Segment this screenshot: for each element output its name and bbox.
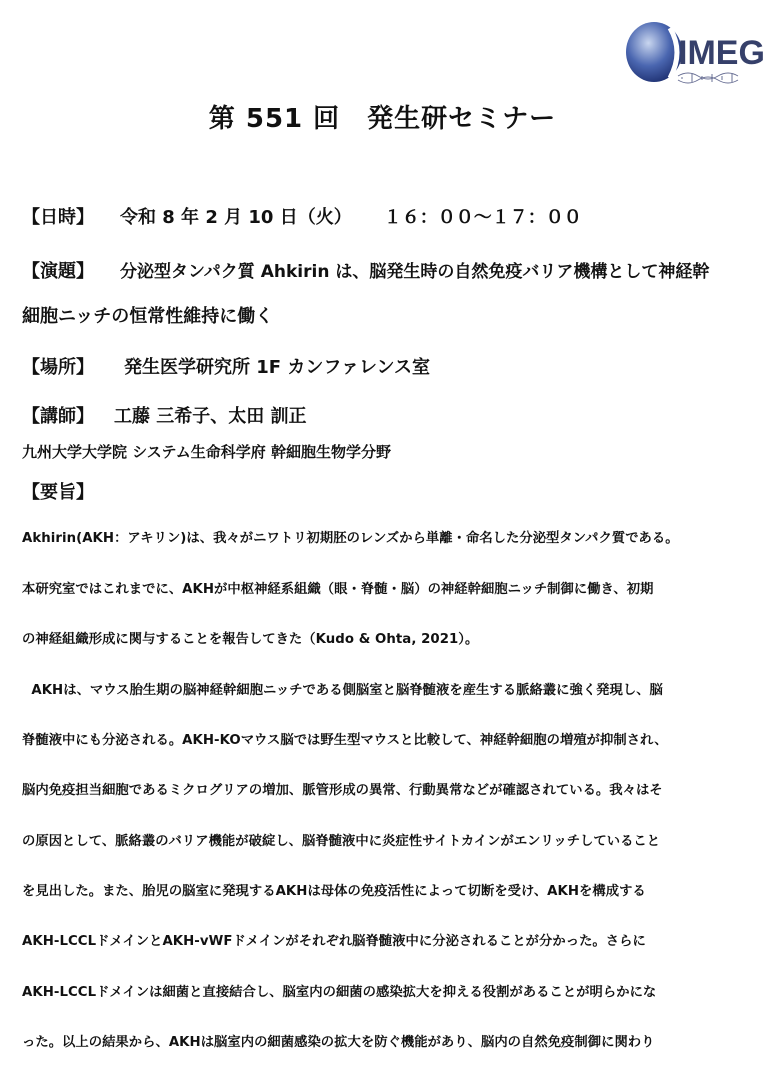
speaker-label: 【講師】 <box>22 406 94 427</box>
imeg-logo-icon <box>622 18 765 90</box>
abstract-line: の神経組織形成に関与することを報告してきた（Kudo & Ohta, 2021）。 <box>22 632 479 647</box>
abstract-line: を見出した。また、胎児の脳室に発現するAKHは母体の免疫活性によって切断を受け、AKHを構成する <box>22 884 646 899</box>
speaker-row <box>22 402 307 428</box>
topic-row <box>22 257 709 283</box>
date-label: 【日時】 <box>22 207 94 228</box>
abstract-line: 本研究室ではこれまでに、AKHが中枢神経系組織（眼・脊髄・脳）の神経幹細胞ニッチ制御に働き、初期 <box>22 582 654 597</box>
speaker-names: 工藤 三希子、太田 訓正 <box>114 406 307 427</box>
time-value: １６：００～１７：００ <box>383 207 582 228</box>
topic-line-1: 分泌型タンパク質 Ahkirin は、脳発生時の自然免疫バリア機構として神経幹 <box>120 262 710 282</box>
abstract-line: AKH-LCCLドメインとAKH-vWFドメインがそれぞれ脳脊髄液中に分泌されることが分かった。さらに <box>22 934 646 949</box>
abstract-label: 【要旨】 <box>22 482 94 503</box>
abstract-line: った。以上の結果から、AKHは脳室内の細菌感染の拡大を防ぐ機能があり、脳内の自然免疫制御に関わり <box>22 1035 655 1050</box>
logo-text: IMEG <box>678 34 765 72</box>
abstract-line: の原因として、脈絡叢のバリア機能が破綻し、脳脊髄液中に炎症性サイトカインがエンリッチしていること <box>22 834 661 849</box>
abstract-line: 脊髄液中にも分泌される。AKH-KOマウス脳では野生型マウスと比較して、神経幹細胞の増殖が抑制され、 <box>22 733 668 748</box>
venue-value: 発生医学研究所 1F カンファレンス室 <box>124 357 431 378</box>
topic-line-2: 細胞ニッチの恒常性維持に働く <box>22 306 274 327</box>
venue-row <box>22 353 430 379</box>
abstract-line: AKHは、マウス胎生期の脳神経幹細胞ニッチである側脳室と脳脊髄液を産生する脈絡叢に強く発現し、脳 <box>22 683 663 698</box>
date-row <box>22 203 582 229</box>
abstract-line: 脳内免疫担当細胞であるミクログリアの増加、脈管形成の異常、行動異常などが確認されている。我々はそ <box>22 783 663 798</box>
date-value: 令和 8 年 2 月 10 日（火） <box>120 207 352 228</box>
page-title: 第 551 回 発生研セミナー <box>208 104 557 134</box>
abstract-line: Akhirin(AKH：アキリン)は、我々がニワトリ初期胚のレンズから単離・命名した分泌型タンパク質である。 <box>22 531 679 546</box>
speaker-affiliation: 九州大学大学院 システム生命科学府 幹細胞生物学分野 <box>22 443 391 461</box>
abstract-line: AKH-LCCLドメインは細菌と直接結合し、脳室内の細菌の感染拡大を抑える役割があることが明らかにな <box>22 985 657 1000</box>
venue-label: 【場所】 <box>22 357 94 378</box>
topic-label: 【演題】 <box>22 261 94 282</box>
